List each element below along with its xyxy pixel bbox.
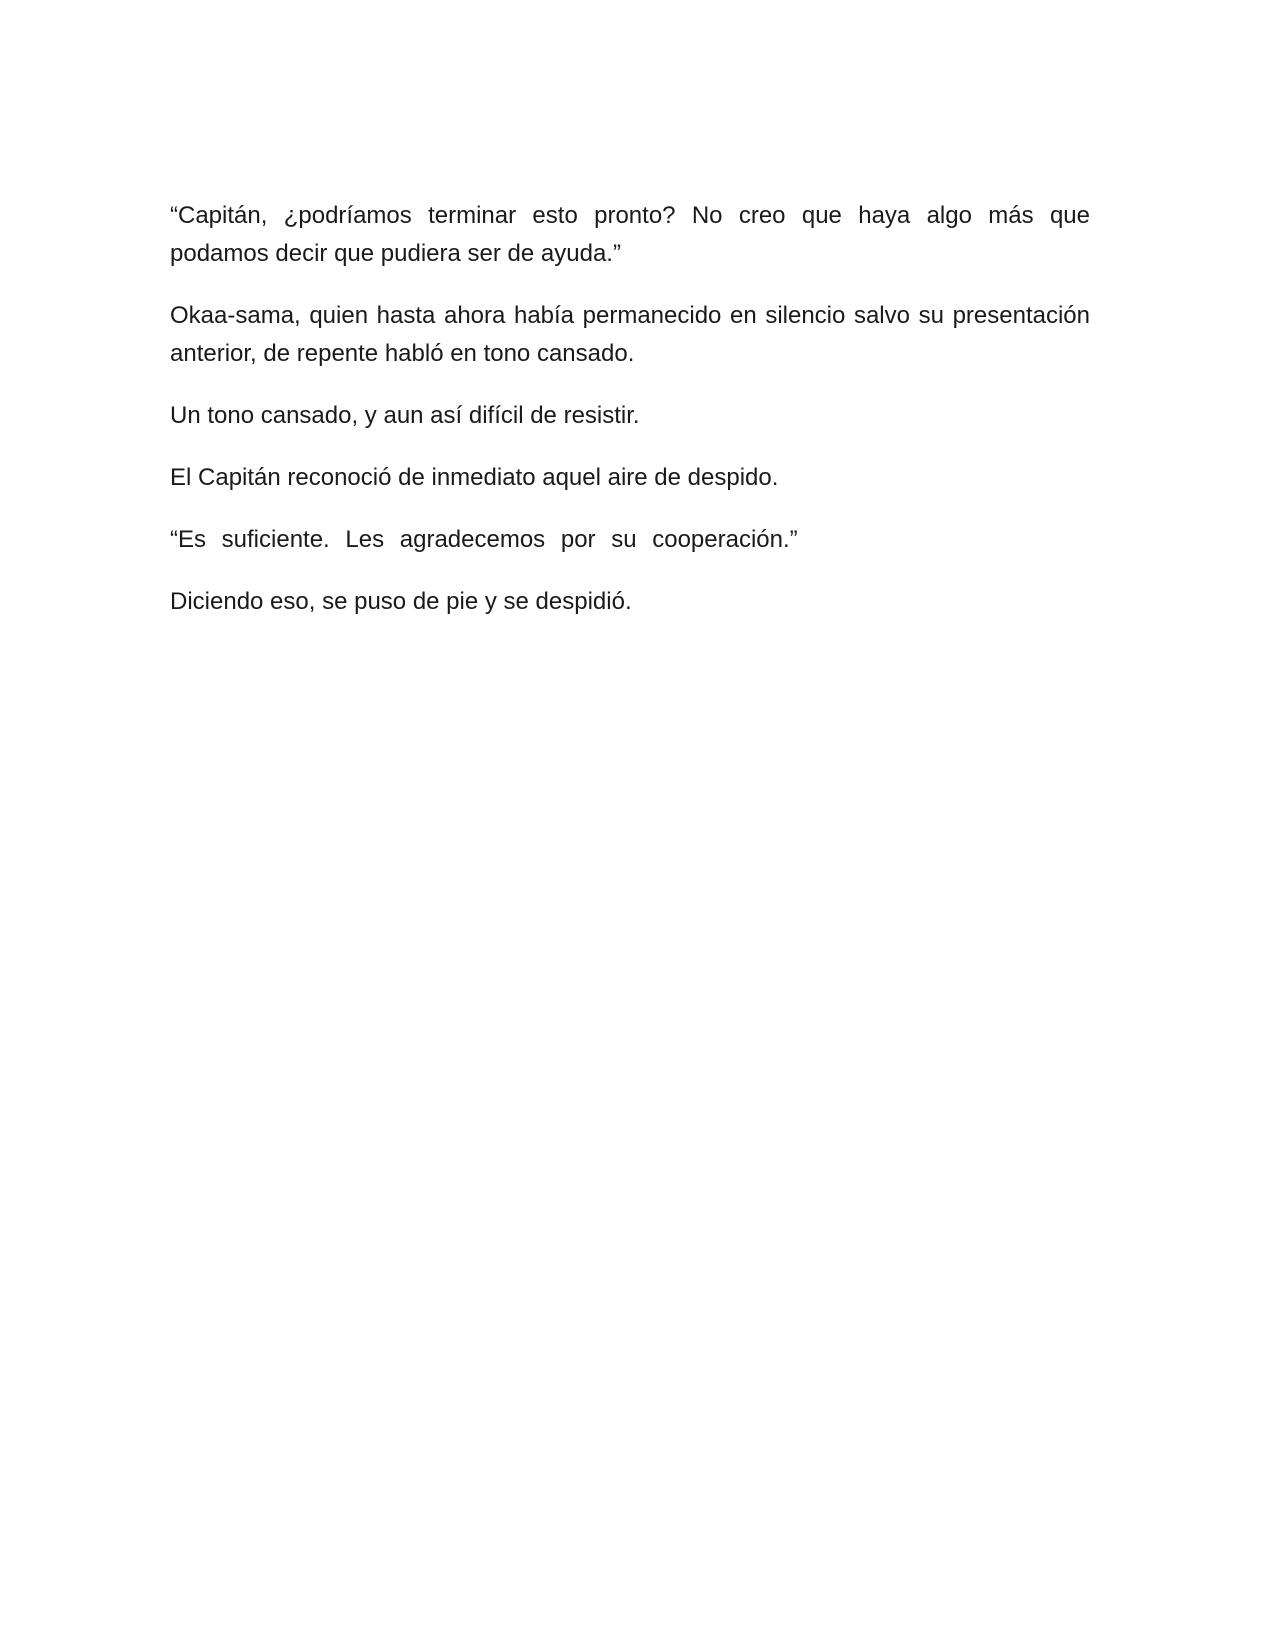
paragraph-3 bbox=[170, 397, 1090, 435]
paragraph-5-line-1: “Es suficiente. Les agradecemos por su cooperación.” bbox=[170, 526, 798, 553]
paragraph-2 bbox=[170, 297, 1090, 373]
paragraph-4 bbox=[170, 459, 1090, 497]
paragraph-2-line-1: Okaa-sama, quien hasta ahora había permanecido en silencio salvo su presentación bbox=[170, 302, 1090, 329]
text-block bbox=[170, 197, 1090, 645]
paragraph-6 bbox=[170, 583, 1090, 621]
paragraph-5 bbox=[170, 521, 1090, 559]
paragraph-4-line-1: El Capitán reconoció de inmediato aquel aire de despido. bbox=[170, 464, 779, 491]
paragraph-3-line-1: Un tono cansado, y aun así difícil de resistir. bbox=[170, 402, 640, 429]
paragraph-6-line-1: Diciendo eso, se puso de pie y se despidió. bbox=[170, 588, 632, 615]
paragraph-1-line-2: podamos decir que pudiera ser de ayuda.” bbox=[170, 240, 621, 267]
paragraph-2-line-2: anterior, de repente habló en tono cansado. bbox=[170, 340, 635, 367]
paragraph-1-line-1: “Capitán, ¿podríamos terminar esto pronto? No creo que haya algo más que bbox=[170, 202, 1090, 229]
paragraph-1 bbox=[170, 197, 1090, 273]
